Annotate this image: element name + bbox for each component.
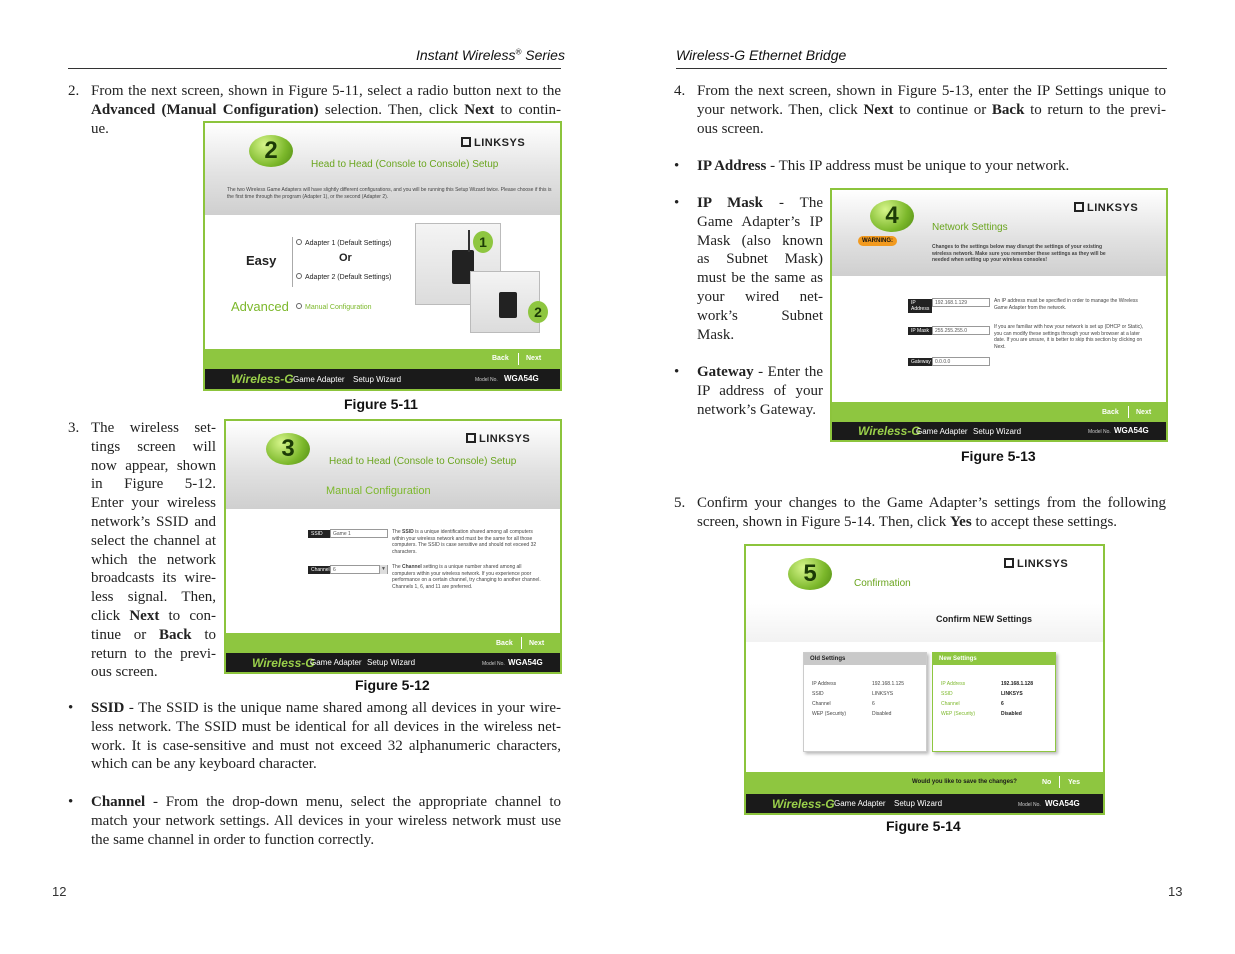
fig12-title: Head to Head (Console to Console) Setup bbox=[329, 456, 517, 467]
fig14-logo-text: LINKSYS bbox=[1017, 558, 1069, 570]
fig12-next-button[interactable]: Next bbox=[529, 640, 545, 647]
fig12-linksys-logo bbox=[466, 433, 530, 445]
fig11-easy-label: Easy bbox=[246, 253, 277, 268]
ip-mask-line: must be the same as bbox=[697, 270, 823, 287]
fig11-next-button[interactable]: Next bbox=[526, 355, 542, 362]
figure-5-11-caption: Figure 5-11 bbox=[344, 396, 418, 412]
figure-5-11-screenshot bbox=[203, 121, 562, 391]
fig14-step-circle: 5 bbox=[788, 558, 832, 590]
step2-line3: ue. bbox=[91, 120, 109, 137]
fig11-divider bbox=[292, 237, 293, 287]
linksys-logo-icon bbox=[466, 433, 476, 443]
fig14-new-label: WEP (Security) bbox=[941, 711, 976, 717]
fig12-channel-label: Channel bbox=[308, 566, 330, 574]
fig14-new-label: Channel bbox=[941, 701, 960, 707]
step3-line: now appear, shown bbox=[91, 457, 216, 474]
fig14-brand: Wireless-G bbox=[772, 797, 835, 811]
figure-5-13-caption: Figure 5-13 bbox=[961, 448, 1036, 464]
fig12-channel-select[interactable] bbox=[330, 565, 388, 574]
figure-5-13-screenshot bbox=[830, 188, 1168, 442]
step5-yes-term: Yes bbox=[950, 513, 972, 530]
ip-address-bullet-mark: • bbox=[674, 158, 680, 174]
fig12-wizard: Setup Wizard bbox=[367, 658, 416, 667]
step3-line: less signal. Then, bbox=[91, 589, 216, 606]
fig12-step-circle: 3 bbox=[266, 433, 310, 465]
fig14-new-value: 192.168.1.128 bbox=[1001, 681, 1033, 687]
fig11-product: Game Adapter bbox=[293, 375, 345, 384]
fig14-old-value: LINKSYS bbox=[872, 691, 894, 697]
fig11-back-button[interactable]: Back bbox=[492, 355, 509, 362]
ip-mask-term-rest: - The bbox=[763, 195, 824, 211]
ssid-line3: work. It is case-sensitive and must not exceed 32 alphanumeric characters, bbox=[91, 737, 561, 754]
fig14-footer-bar bbox=[746, 794, 1103, 813]
ip-mask-line0 bbox=[697, 194, 823, 213]
fig11-brand: Wireless-G bbox=[231, 372, 294, 386]
fig11-badge-2: 2 bbox=[528, 301, 548, 323]
channel-bullet-text bbox=[91, 793, 561, 849]
fig14-title: Confirmation bbox=[854, 578, 911, 589]
chevron-down-icon[interactable]: ▼ bbox=[379, 565, 387, 574]
fig12-back-button[interactable]: Back bbox=[496, 640, 513, 647]
linksys-logo-icon bbox=[1004, 558, 1014, 568]
left-header-text: Instant Wireless bbox=[416, 47, 516, 63]
fig13-wizard: Setup Wizard bbox=[973, 427, 1022, 436]
ssid-bullet-mark: • bbox=[68, 700, 74, 716]
fig14-old-value: 192.168.1.125 bbox=[872, 681, 904, 687]
fig14-old-label: Channel bbox=[812, 701, 831, 707]
fig11-badge-1: 1 bbox=[473, 231, 493, 253]
fig12-channel-value: 6 bbox=[333, 567, 336, 573]
antenna-icon bbox=[468, 230, 470, 252]
fig12-channel-help bbox=[392, 564, 542, 590]
step5-text bbox=[697, 494, 1166, 532]
channel-line1 bbox=[91, 793, 561, 812]
step3-line: which the network bbox=[91, 551, 216, 568]
step4-back-term: Back bbox=[991, 101, 1025, 118]
fig14-old-label: WEP (Security) bbox=[812, 711, 847, 717]
fig14-new-value: Disabled bbox=[1001, 711, 1022, 717]
fig12-ssid-help-text: is a unique identification shared among all computers within your wireless network and must be the same for all those computers. The SSID is case sensitive and should not exceed 32 characters. bbox=[392, 529, 537, 555]
step4-line2-a: your network. Then, click bbox=[697, 101, 864, 118]
ip-mask-bullet-text bbox=[697, 194, 823, 344]
fig11-option2[interactable] bbox=[296, 273, 391, 281]
left-running-header bbox=[416, 47, 565, 63]
fig11-logo-text: LINKSYS bbox=[474, 137, 526, 149]
fig14-old-value: Disabled bbox=[872, 711, 892, 717]
fig13-product: Game Adapter bbox=[916, 427, 968, 436]
step4-line2-b: to continue or bbox=[893, 101, 992, 118]
step3-back-term: Back bbox=[159, 626, 192, 643]
step5-line2-a: screen, shown in Figure 5-14. Then, click bbox=[697, 513, 951, 530]
step3-line: tings screen will bbox=[91, 438, 216, 455]
fig14-old-label: IP Address bbox=[812, 681, 837, 687]
fig14-product: Game Adapter bbox=[834, 799, 886, 808]
step3-to-con: to con- bbox=[159, 607, 216, 624]
fig13-ip-input[interactable]: 192.168.1.129 bbox=[932, 298, 990, 307]
fig14-linksys-logo bbox=[1004, 558, 1068, 570]
fig11-option1[interactable] bbox=[296, 239, 391, 247]
fig11-option3[interactable] bbox=[296, 303, 372, 311]
fig12-ssid-input[interactable]: Game 1 bbox=[330, 529, 388, 538]
channel-line2: match your network settings. All devices in your wireless network must use bbox=[91, 812, 561, 829]
step3-to: to bbox=[191, 626, 216, 643]
step4-next-term: Next bbox=[863, 101, 894, 118]
fig11-wizard: Setup Wizard bbox=[353, 375, 402, 384]
fig13-warning-text: Changes to the settings below may disrupt the settings of your existing wireless network. Make sure you remember these settings as they will be needed when setting up your wireless consoles! bbox=[932, 244, 1106, 263]
ssid-line4: which can be any keyboard character. bbox=[91, 756, 317, 773]
fig13-model-label: Model No. bbox=[1088, 429, 1111, 435]
step2-line1: From the next screen, shown in Figure 5-11, select a radio button next to the bbox=[91, 83, 561, 99]
fig13-gateway-label: Gateway bbox=[908, 358, 932, 366]
ssid-term: SSID bbox=[91, 700, 125, 716]
fig14-new-value: 6 bbox=[1001, 701, 1004, 707]
step3-tinue-line bbox=[91, 626, 216, 645]
fig11-option1-label: Adapter 1 (Default Settings) bbox=[305, 240, 392, 247]
fig13-back-button[interactable]: Back bbox=[1102, 409, 1119, 416]
fig12-product: Game Adapter bbox=[310, 658, 362, 667]
left-header-rule bbox=[68, 68, 561, 69]
fig14-model: WGA54G bbox=[1045, 799, 1080, 808]
fig13-logo-text: LINKSYS bbox=[1087, 202, 1139, 214]
fig12-channel-help-bold: Channel bbox=[402, 564, 422, 570]
ssid-bullet-text bbox=[91, 699, 561, 774]
fig12-ssid-help-pre: The bbox=[392, 529, 403, 535]
ip-mask-line: your wired net- bbox=[697, 288, 823, 305]
right-running-header: Wireless-G Ethernet Bridge bbox=[676, 47, 847, 63]
step3-last-line: ous screen. bbox=[91, 664, 158, 681]
fig12-ssid-help-bold: SSID bbox=[402, 529, 414, 535]
step2-next-term: Next bbox=[464, 101, 495, 118]
ip-mask-line: Mask (also known bbox=[697, 232, 823, 249]
game-adapter-icon bbox=[499, 292, 517, 318]
figure-5-14-screenshot bbox=[744, 544, 1105, 815]
fig14-old-label: SSID bbox=[812, 691, 824, 697]
ip-address-text: - This IP address must be unique to your network. bbox=[766, 158, 1070, 174]
fig13-mask-help: If you are familiar with how your network is set up (DHCP or Static), you can modify these settings through your web browser at a later date. If you are unsure, it is better to skip this section by clicking on Next. bbox=[994, 324, 1144, 350]
fig14-old-panel bbox=[803, 652, 927, 752]
step3-line: in Figure 5-12. bbox=[91, 476, 216, 493]
gateway-term: Gateway bbox=[697, 364, 754, 380]
gateway-bullet-mark: • bbox=[674, 364, 680, 380]
fig13-next-button[interactable]: Next bbox=[1136, 409, 1152, 416]
ip-mask-line: as Subnet Mask) bbox=[697, 251, 823, 268]
fig12-nav-separator bbox=[521, 637, 522, 649]
fig14-new-panel bbox=[932, 652, 1056, 752]
fig13-mask-input[interactable]: 255.255.255.0 bbox=[932, 326, 990, 335]
fig13-footer-bar bbox=[832, 422, 1166, 440]
fig13-mask-label: IP Mask bbox=[908, 327, 932, 335]
step5-line2-b: to accept these settings. bbox=[971, 513, 1118, 530]
figure-5-12-screenshot bbox=[224, 419, 562, 674]
fig12-footer-bar bbox=[226, 653, 560, 672]
fig13-model: WGA54G bbox=[1114, 426, 1149, 435]
figure-5-14-caption: Figure 5-14 bbox=[886, 818, 961, 834]
gateway-line: network’s Gateway. bbox=[697, 401, 816, 418]
fig13-brand: Wireless-G bbox=[858, 424, 921, 438]
fig11-option3-label: Manual Configuration bbox=[305, 304, 372, 311]
ip-mask-line: Mask. bbox=[697, 326, 735, 343]
step3-line: select the channel at bbox=[91, 532, 216, 549]
left-header-reg: ® bbox=[515, 47, 522, 57]
step3-click: click bbox=[91, 607, 130, 624]
fig12-logo-text: LINKSYS bbox=[479, 433, 531, 445]
step3-return-line: return to the previ- bbox=[91, 645, 216, 662]
fig13-step-circle: 4 bbox=[870, 200, 914, 232]
fig14-new-label: SSID bbox=[941, 691, 953, 697]
fig14-yes-button[interactable]: Yes bbox=[1068, 779, 1081, 786]
fig13-ip-help: An IP address must be specified in order to manage the Wireless Game Adapter from the network. bbox=[994, 298, 1138, 311]
fig14-nav-separator bbox=[1059, 776, 1060, 788]
channel-line3: the same channel in order to function correctly. bbox=[91, 831, 375, 848]
step4-line1: From the next screen, shown in Figure 5-13, enter the IP Settings unique to bbox=[697, 83, 1166, 99]
fig13-gateway-input[interactable]: 0.0.0.0 bbox=[932, 357, 990, 366]
fig13-ip-label: IP Address bbox=[908, 299, 932, 313]
ssid-line1 bbox=[91, 699, 561, 718]
right-page-number: 13 bbox=[1168, 884, 1183, 899]
step4-line3: ous screen. bbox=[697, 120, 764, 137]
fig14-model-label: Model No. bbox=[1018, 802, 1041, 808]
fig13-title: Network Settings bbox=[932, 222, 1008, 233]
fig13-nav-separator bbox=[1128, 406, 1129, 418]
fig14-wizard: Setup Wizard bbox=[894, 799, 943, 808]
figure-5-12-caption: Figure 5-12 bbox=[355, 677, 430, 693]
ssid-line2: less network. The SSID must be identical for all devices in the wireless net- bbox=[91, 718, 561, 735]
radio-icon[interactable] bbox=[296, 273, 302, 279]
fig11-adapter-image-2 bbox=[470, 271, 540, 333]
fig12-ssid-label: SSID bbox=[308, 530, 330, 538]
fig12-channel-help-pre: The bbox=[392, 564, 403, 570]
gateway-line0 bbox=[697, 363, 823, 382]
fig12-subtitle: Manual Configuration bbox=[326, 485, 431, 497]
step4-text bbox=[697, 82, 1166, 138]
fig11-title: Head to Head (Console to Console) Setup bbox=[311, 159, 499, 170]
step3-line: The wireless set- bbox=[91, 420, 216, 436]
step3-text bbox=[91, 419, 216, 682]
fig14-heading: Confirm NEW Settings bbox=[936, 614, 1032, 624]
fig14-no-button[interactable]: No bbox=[1042, 779, 1052, 786]
fig11-or-label: Or bbox=[339, 252, 352, 264]
ssid-line1-text: - The SSID is the unique name shared among all devices in your wire- bbox=[124, 700, 561, 716]
fig11-advanced-label: Advanced bbox=[231, 299, 289, 314]
fig12-brand: Wireless-G bbox=[252, 656, 315, 670]
fig14-question: Would you like to save the changes? bbox=[912, 779, 1017, 785]
fig12-channel-help-text: setting is a unique number shared among all computers within your wireless network. If you experience poor performance on a certain channel, try changing to another channel. Channels 1, 6, and 11 are preferred. bbox=[392, 564, 541, 590]
fig11-model-label: Model No. bbox=[475, 377, 498, 383]
fig14-old-title: Old Settings bbox=[804, 653, 926, 665]
step3-tinue-or: tinue or bbox=[91, 626, 160, 643]
step5-line1: Confirm your changes to the Game Adapter’s settings from the following bbox=[697, 495, 1166, 511]
ip-address-bullet-text bbox=[697, 157, 1166, 176]
step4-line2 bbox=[697, 101, 1166, 120]
fig12-model-label: Model No. bbox=[482, 661, 505, 667]
step2-line2-rest: selection. Then, click bbox=[318, 101, 465, 118]
step2-line2 bbox=[91, 101, 561, 120]
fig14-old-value: 6 bbox=[872, 701, 875, 707]
step4-line2-c: to return to the previ- bbox=[1024, 101, 1166, 118]
gateway-term-rest: - Enter the bbox=[753, 364, 823, 380]
fig11-option2-label: Adapter 2 (Default Settings) bbox=[305, 274, 392, 281]
fig12-ssid-help bbox=[392, 529, 542, 555]
step2-advanced-term: Advanced (Manual Configuration) bbox=[91, 101, 319, 118]
fig14-new-value: LINKSYS bbox=[1001, 691, 1023, 697]
step5-number: 5. bbox=[674, 495, 686, 511]
gateway-bullet-text bbox=[697, 363, 823, 419]
left-header-suffix: Series bbox=[521, 47, 565, 63]
fig11-model: WGA54G bbox=[504, 374, 539, 383]
step3-line: broadcasts its wire- bbox=[91, 570, 216, 587]
fig12-model: WGA54G bbox=[508, 658, 543, 667]
ip-address-term: IP Address bbox=[697, 158, 767, 174]
step2-line2-end: to contin- bbox=[494, 101, 561, 118]
fig11-footer-bar bbox=[205, 369, 560, 389]
step4-number: 4. bbox=[674, 83, 686, 99]
radio-icon[interactable] bbox=[296, 303, 302, 309]
channel-bullet-mark: • bbox=[68, 794, 74, 810]
step5-line2 bbox=[697, 513, 1166, 532]
fig11-nav-separator bbox=[518, 353, 519, 365]
step3-line: network’s SSID and bbox=[91, 513, 216, 530]
linksys-logo-icon bbox=[1074, 202, 1084, 212]
step2-number: 2. bbox=[68, 83, 80, 99]
gateway-line: IP address of your bbox=[697, 382, 823, 399]
linksys-logo-icon bbox=[461, 137, 471, 147]
channel-line1-text: - From the drop-down menu, select the appropriate channel to bbox=[145, 794, 561, 810]
fig11-step-circle: 2 bbox=[249, 135, 293, 167]
fig14-new-title: New Settings bbox=[933, 653, 1055, 665]
right-header-rule bbox=[676, 68, 1167, 69]
step3-number: 3. bbox=[68, 420, 80, 436]
radio-icon[interactable] bbox=[296, 239, 302, 245]
ip-mask-term: IP Mask bbox=[697, 195, 763, 211]
fig11-intro: The two Wireless Game Adapters will have slightly different configurations, and you will be running this Setup Wizard twice. Please choose if this is the first time through the program (Adapter 1), or the second (Adapter 2). bbox=[227, 187, 552, 200]
fig11-linksys-logo bbox=[461, 137, 525, 149]
step3-next-term: Next bbox=[129, 607, 160, 624]
fig14-new-label: IP Address bbox=[941, 681, 966, 687]
left-page-number: 12 bbox=[52, 884, 67, 899]
step3-click-line bbox=[91, 607, 216, 626]
ip-mask-bullet-mark: • bbox=[674, 195, 680, 211]
ip-mask-line: Game Adapter’s IP bbox=[697, 213, 823, 230]
fig13-linksys-logo bbox=[1074, 202, 1138, 214]
step3-line: Enter your wireless bbox=[91, 495, 216, 512]
fig13-warning-badge: WARNING: bbox=[858, 236, 897, 246]
ip-mask-line: work’s Subnet bbox=[697, 307, 823, 324]
channel-term: Channel bbox=[91, 794, 146, 810]
